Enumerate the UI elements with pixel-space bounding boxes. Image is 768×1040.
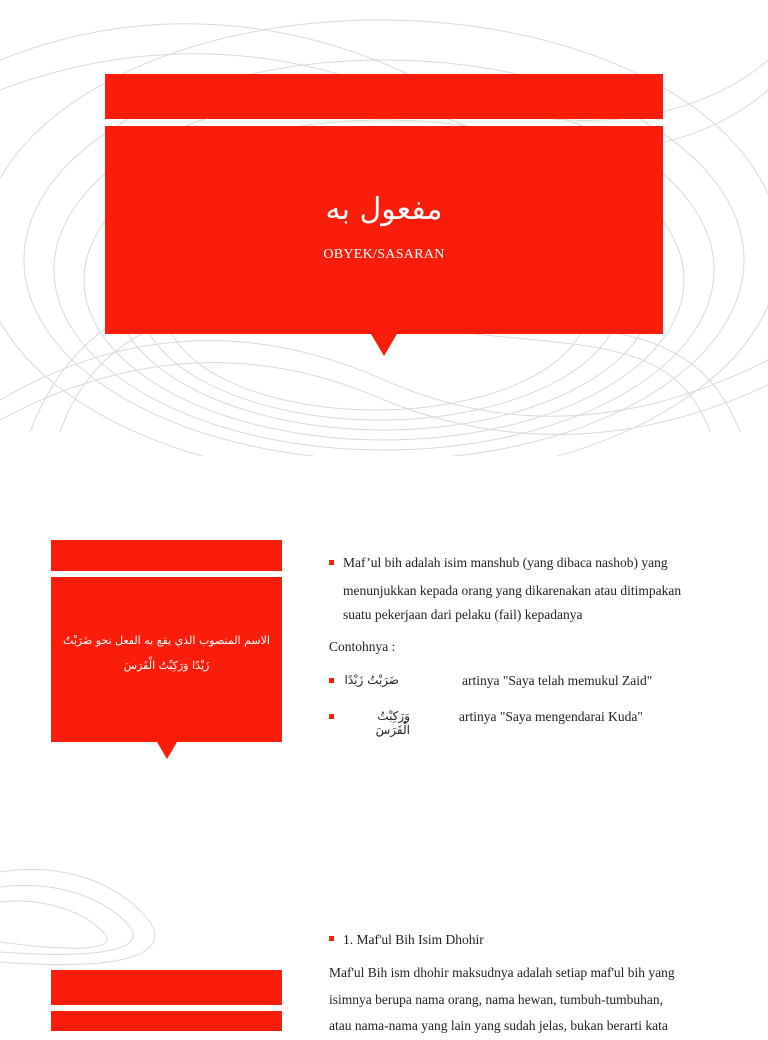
examples-label: Contohnya :: [329, 639, 396, 654]
example-arabic: ضَرَبْتُ زَيْدًا: [344, 673, 399, 687]
arabic-definition: الاسم المنصوب الذي يقع به الفعل نحو ضَرَبْتُ زَيْدًا وَرَكِبْتُ الْفَرَسَ: [63, 634, 270, 672]
example-meaning: artinya "Saya telah memukul Zaid": [462, 673, 653, 688]
pointer-arrow: [371, 334, 397, 356]
header-bar: [51, 970, 282, 1005]
content-slide: [0, 842, 768, 1033]
bullet-icon: [329, 936, 334, 941]
definition-line: Maf’ul bih adalah isim manshub (yang dibaca nashob) yang: [343, 555, 668, 570]
slide-title: مفعول به: [325, 192, 443, 227]
bullet-icon: [329, 714, 334, 719]
header-bar: [105, 74, 663, 119]
title-slide: [0, 0, 768, 432]
title-panel: [105, 126, 663, 334]
bullet-icon: [329, 678, 334, 683]
content-panel: [51, 1011, 282, 1031]
definition-slide: [0, 456, 768, 816]
slide-subtitle: OBYEK/SASARAN: [323, 247, 445, 262]
bullet-icon: [329, 560, 334, 565]
header-bar: [51, 540, 282, 571]
paragraph-line: atau nama-nama yang lain yang sudah jelas, bukan berarti kata: [329, 1018, 668, 1033]
definition-line: menunjukkan kepada orang yang dikarenakan atau ditimpakan: [343, 583, 682, 598]
definition-line: suatu pekerjaan dari pelaku (fail) kepadanya: [343, 607, 583, 622]
pointer-arrow: [157, 742, 177, 759]
example-arabic: وَرَكِبْتُ الْفَرَسَ: [375, 709, 410, 737]
paragraph-line: Maf'ul Bih ism dhohir maksudnya adalah setiap maf'ul bih yang: [329, 965, 675, 980]
example-meaning: artinya "Saya mengendarai Kuda": [459, 709, 643, 724]
paragraph-line: isimnya berupa nama orang, nama hewan, tumbuh-tumbuhan,: [329, 992, 664, 1007]
section-heading: 1. Maf'ul Bih Isim Dhohir: [343, 932, 484, 947]
